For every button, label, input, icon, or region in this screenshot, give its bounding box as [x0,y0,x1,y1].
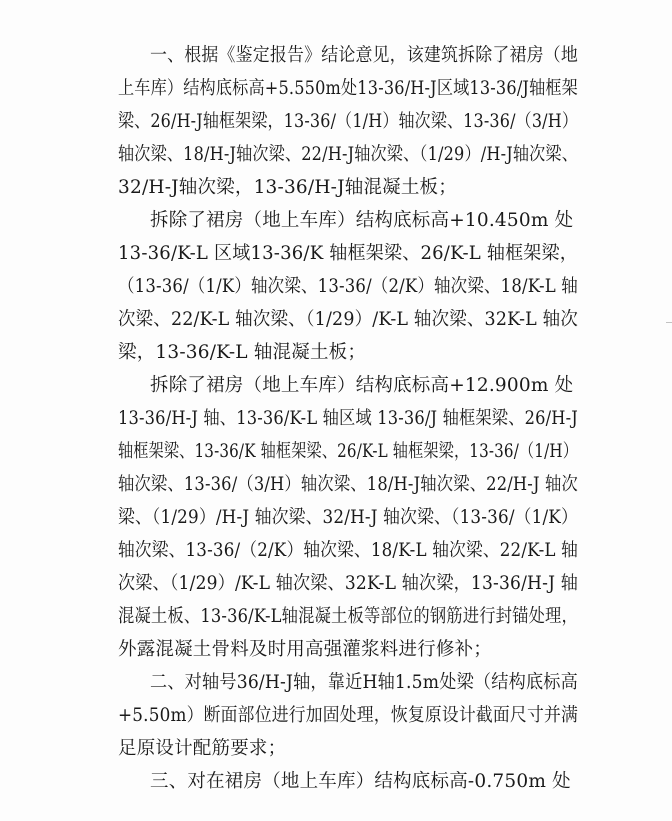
text-line: 32/H-J轴次梁，13-36/H-J轴混凝土板； [118,177,457,198]
text-line: 一、根据《鉴定报告》结论意见，该建筑拆除了裙房（地 [150,45,579,66]
text-line: 13-36/H-J 轴、13-36/K-L 轴区域 13-36/J 轴框架梁、26/H-J [118,408,578,429]
text-line: 梁、26/H-J轴框架梁，13-36/（1/H）轴次梁、13-36/（3/H） [118,111,578,132]
text-line: 轴次梁、18/H-J轴次梁、22/H-J轴次梁、（1/29）/H-J轴次梁、 [118,144,579,165]
text-line: 足原设计配筋要求； [118,738,287,759]
text-line: 三、对在裙房（地上车库）结构底标高-0.750m 处 [150,771,571,792]
scan-artifact [666,322,672,323]
text-line: （13-36/（1/K）轴次梁、13-36/（2/K）轴次梁、18/K-L 轴 [118,276,578,297]
text-line: 次梁、22/K-L 轴次梁、（1/29）/K-L 轴次梁、32K-L 轴次 [118,309,578,330]
text-line: 梁，13-36/K-L 轴混凝土板； [118,342,367,363]
text-line: +5.50m）断面部位进行加固处理，恢复原设计截面尺寸并满 [118,705,578,726]
text-line: 轴框架梁、13-36/K 轴框架梁、26/K-L 轴框架梁，13-36/（1/H） [118,441,578,462]
text-line: 梁、（1/29）/H-J 轴次梁、32/H-J 轴次梁、（13-36/（1/K） [118,507,578,528]
text-line: 13-36/K-L 区域13-36/K 轴框架梁、26/K-L 轴框架梁， [118,243,579,264]
text-line: 拆除了裙房（地上车库）结构底标高+12.900m 处 [150,375,574,396]
text-line: 拆除了裙房（地上车库）结构底标高+10.450m 处 [150,210,574,231]
text-line: 轴次梁、13-36/（2/K）轴次梁、18/K-L 轴次梁、22/K-L 轴 [118,540,579,561]
text-line: 轴次梁、13-36/（3/H）轴次梁、18/H-J轴次梁、22/H-J 轴次 [118,474,578,495]
text-line: 外露混凝土骨料及时用高强灌浆料进行修补； [118,639,493,660]
text-line: 混凝土板、13-36/K-L轴混凝土板等部位的钢筋进行封锚处理， [118,606,578,627]
text-line: 上车库）结构底标高+5.550m处13-36/H-J区域13-36/J轴框架 [118,78,578,99]
text-line: 二、对轴号36/H-J轴，靠近H轴1.5m处梁（结构底标高 [150,672,578,693]
text-line: 次梁、（1/29）/K-L 轴次梁、32K-L 轴次梁，13-36/H-J 轴 [118,573,579,594]
